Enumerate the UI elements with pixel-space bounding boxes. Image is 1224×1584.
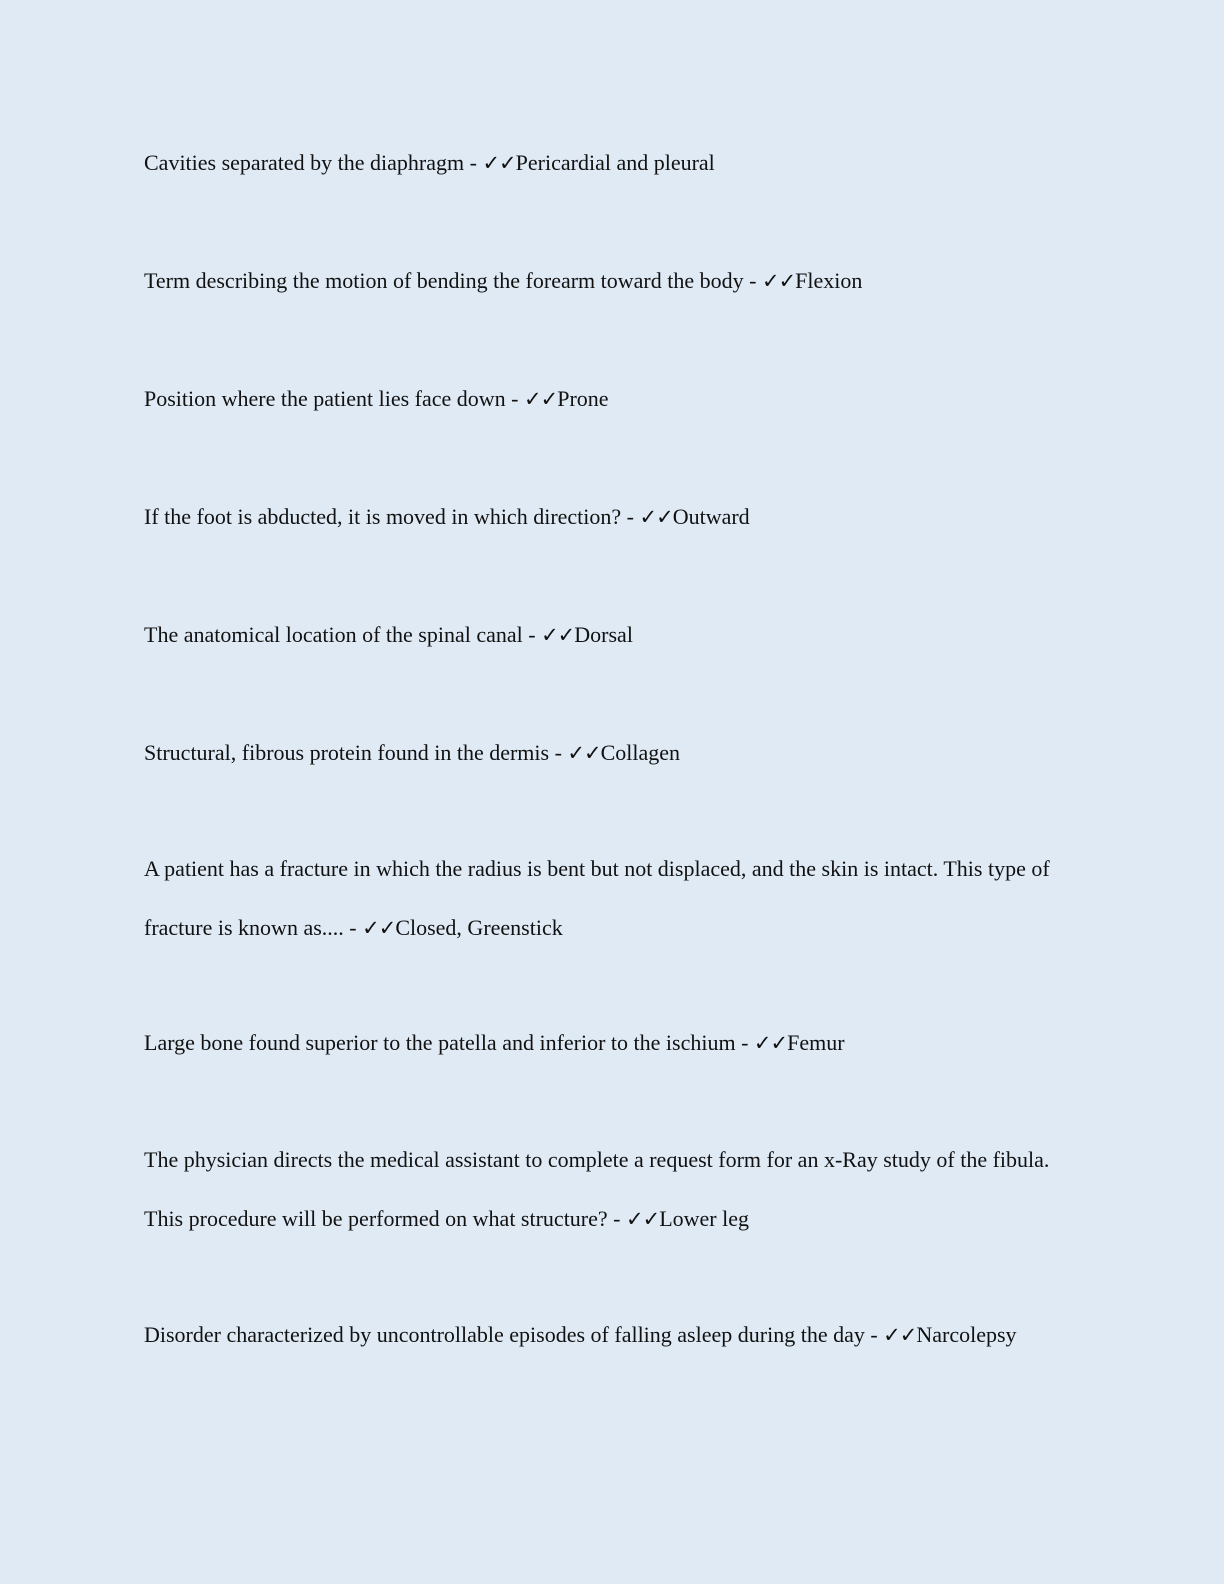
qa-item bbox=[144, 839, 1074, 958]
qa-item bbox=[144, 1013, 1074, 1073]
answer-text: Outward bbox=[672, 504, 750, 529]
answer-text: Narcolepsy bbox=[916, 1322, 1017, 1347]
qa-item bbox=[144, 1305, 1074, 1365]
question-text: A patient has a fracture in which the radius is bent but not displaced, and the skin is intact. This type of fracture is known as.... - bbox=[144, 856, 1050, 940]
answer-text: Closed, Greenstick bbox=[395, 915, 563, 940]
question-text: The anatomical location of the spinal canal - bbox=[144, 622, 542, 647]
answer-text: Lower leg bbox=[659, 1206, 749, 1231]
answer-text: Collagen bbox=[600, 740, 681, 765]
qa-item bbox=[144, 369, 1074, 429]
question-text: If the foot is abducted, it is moved in which direction? - bbox=[144, 504, 640, 529]
check-icon: ✓✓ bbox=[482, 151, 516, 175]
answer-text: Femur bbox=[787, 1030, 845, 1055]
question-text: Cavities separated by the diaphragm - bbox=[144, 150, 483, 175]
answer-text: Dorsal bbox=[574, 622, 633, 647]
qa-item bbox=[144, 605, 1074, 665]
question-text: Disorder characterized by uncontrollable episodes of falling asleep during the day - bbox=[144, 1322, 884, 1347]
question-text: Term describing the motion of bending the forearm toward the body - bbox=[144, 268, 762, 293]
check-icon: ✓✓ bbox=[761, 269, 796, 293]
qa-item bbox=[144, 1130, 1074, 1249]
check-icon: ✓✓ bbox=[362, 916, 396, 940]
check-icon: ✓✓ bbox=[626, 1207, 660, 1231]
check-icon: ✓✓ bbox=[753, 1031, 788, 1055]
question-text: The physician directs the medical assistant to complete a request form for an x-Ray study of the fibula. This procedure will be performed on what structure? - bbox=[144, 1147, 1050, 1231]
question-text: Large bone found superior to the patella and inferior to the ischium - bbox=[144, 1030, 754, 1055]
check-icon: ✓✓ bbox=[567, 741, 601, 765]
qa-item bbox=[144, 133, 1074, 193]
qa-item bbox=[144, 723, 1074, 783]
qa-item bbox=[144, 251, 1074, 311]
check-icon: ✓✓ bbox=[639, 505, 673, 529]
check-icon: ✓✓ bbox=[524, 387, 558, 411]
qa-item bbox=[144, 487, 1074, 547]
answer-text: Pericardial and pleural bbox=[515, 150, 715, 175]
answer-text: Flexion bbox=[795, 268, 863, 293]
question-text: Position where the patient lies face down - bbox=[144, 386, 525, 411]
answer-text: Prone bbox=[557, 386, 609, 411]
check-icon: ✓✓ bbox=[883, 1323, 917, 1347]
check-icon: ✓✓ bbox=[541, 623, 575, 647]
question-text: Structural, fibrous protein found in the dermis - bbox=[144, 740, 568, 765]
